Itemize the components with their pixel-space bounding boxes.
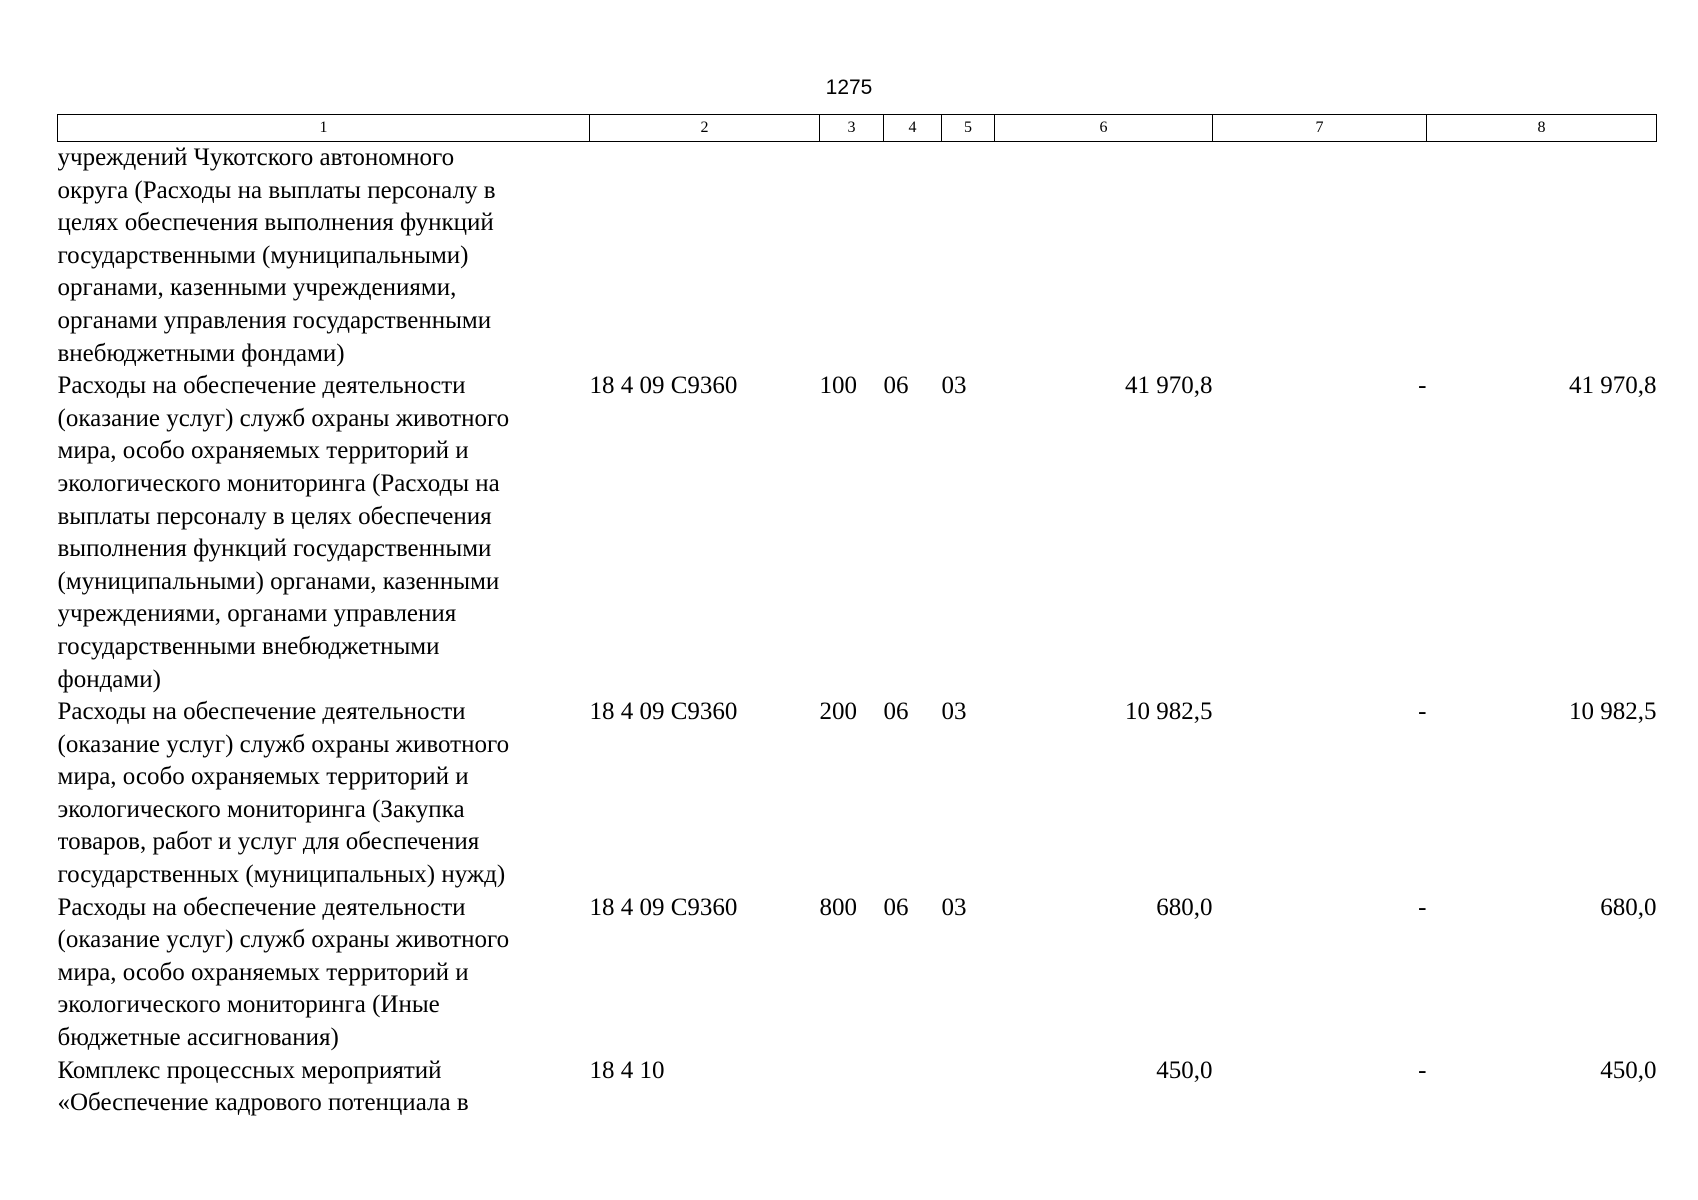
- row-section: [884, 1055, 942, 1120]
- table-row: [58, 696, 1657, 892]
- row-name: Расходы на обеспечение деятельности (оказание услуг) служб охраны животного мира, особо охраняемых территорий и экологического мониторинга (Иные бюджетные ассигнования): [57, 893, 510, 1052]
- table-row: [58, 142, 1657, 371]
- row-subsection: 03: [941, 372, 967, 400]
- header-col-1: 1: [58, 115, 590, 142]
- table-row: [58, 370, 1657, 696]
- table-body: [58, 142, 1657, 1120]
- row-subsection: [942, 142, 995, 371]
- row-sum-1: 450,0: [1156, 1056, 1213, 1084]
- row-sum-2: [1213, 142, 1427, 371]
- row-expense-type: 800: [819, 893, 857, 921]
- row-sum-1: [995, 142, 1213, 371]
- row-subsection: 03: [941, 893, 967, 921]
- row-sum-3: 10 982,5: [1569, 698, 1657, 726]
- row-sum-1: 680,0: [1156, 893, 1213, 921]
- row-expense-type: [820, 142, 884, 371]
- row-target-article: 18 4 09 С9360: [589, 372, 738, 400]
- row-sum-3: [1427, 142, 1657, 371]
- row-subsection: [942, 1055, 995, 1120]
- row-sum-3: 41 970,8: [1569, 372, 1657, 400]
- row-sum-1: 41 970,8: [1125, 372, 1213, 400]
- row-expense-type: 200: [819, 698, 857, 726]
- row-target-article: 18 4 09 С9360: [589, 698, 738, 726]
- table-row: [58, 1055, 1657, 1120]
- header-col-6: 6: [995, 115, 1213, 142]
- row-name: Расходы на обеспечение деятельности (оказание услуг) служб охраны животного мира, особо охраняемых территорий и экологического мониторинга (Расходы на выплаты персоналу в целях обеспечения выполнения функций государственными (муниципальными) органами, казенными учреждениями, органами управления государственными внебюджетными фондами): [57, 372, 510, 693]
- header-col-3: 3: [820, 115, 884, 142]
- row-sum-1: 10 982,5: [1125, 698, 1213, 726]
- row-sum-2: -: [1418, 1056, 1427, 1084]
- row-target-article: 18 4 09 С9360: [589, 893, 738, 921]
- row-section: [884, 142, 942, 371]
- row-sum-2: -: [1418, 698, 1427, 726]
- row-sum-2: -: [1418, 893, 1427, 921]
- header-row: [58, 115, 1657, 142]
- row-expense-type: 100: [819, 372, 857, 400]
- row-subsection: 03: [941, 698, 967, 726]
- header-col-4: 4: [884, 115, 942, 142]
- header-col-2: 2: [590, 115, 820, 142]
- header-col-7: 7: [1213, 115, 1427, 142]
- row-name: Комплекс процессных мероприятий «Обеспечение кадрового потенциала в: [57, 1056, 469, 1117]
- header-col-5: 5: [942, 115, 995, 142]
- budget-table: [57, 114, 1657, 1120]
- row-sum-2: -: [1418, 372, 1427, 400]
- header-col-8: 8: [1427, 115, 1657, 142]
- table-header: [58, 115, 1657, 142]
- page-number: 1275: [825, 76, 873, 99]
- row-target-article: [590, 142, 820, 371]
- row-sum-3: 680,0: [1600, 893, 1657, 921]
- row-target-article: 18 4 10: [589, 1056, 665, 1084]
- row-section: 06: [883, 893, 909, 921]
- row-sum-3: 450,0: [1600, 1056, 1657, 1084]
- row-name: учреждений Чукотского автономного округа (Расходы на выплаты персоналу в целях обеспечения выполнения функций государственными (муниципальными) органами, казенными учреждениями, органами управления государственными внебюджетными фондами): [57, 144, 496, 367]
- row-section: 06: [883, 372, 909, 400]
- row-name: Расходы на обеспечение деятельности (оказание услуг) служб охраны животного мира, особо охраняемых территорий и экологического мониторинга (Закупка товаров, работ и услуг для обеспечения государственных (муниципальных) нужд): [57, 698, 510, 889]
- row-expense-type: [820, 1055, 884, 1120]
- table-row: [58, 892, 1657, 1055]
- row-section: 06: [883, 698, 909, 726]
